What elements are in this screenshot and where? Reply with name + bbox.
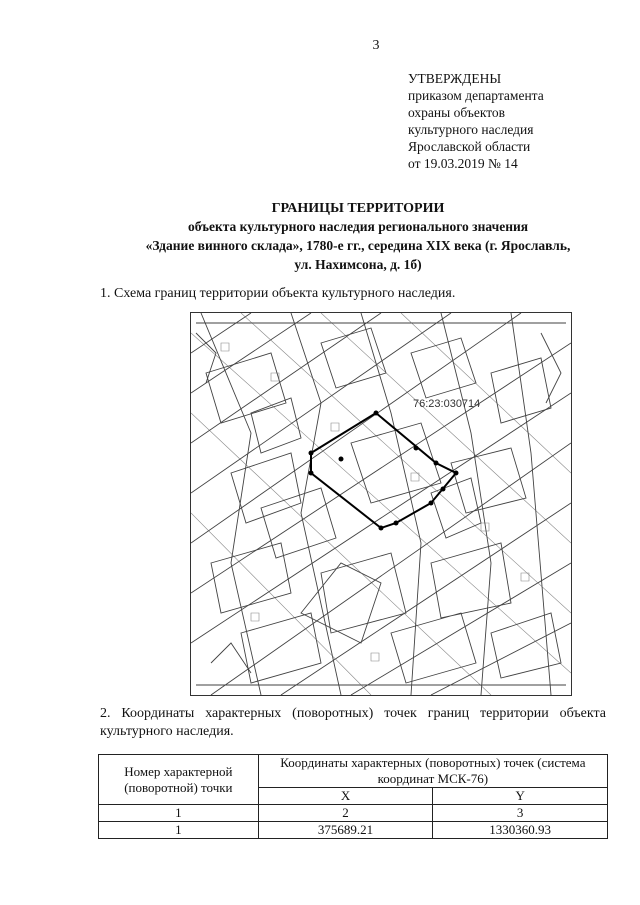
title-main: ГРАНИЦЫ ТЕРРИТОРИИ xyxy=(271,201,445,216)
header-x: X xyxy=(258,788,433,805)
table-cell: 2 xyxy=(258,805,433,822)
section-2-heading: 2. Координаты характерных (поворотных) точек границ территории объекта культурного наследия. xyxy=(100,706,606,739)
table-cell: 3 xyxy=(433,805,608,822)
cadastral-map-drawing xyxy=(191,313,571,695)
header-point-number: Номер характерной (поворотной) точки xyxy=(99,755,259,805)
approval-stamp xyxy=(408,70,544,172)
coordinates-table xyxy=(98,754,608,839)
header-coordinates: Координаты характерных (поворотных) точек (система координат МСК-76) xyxy=(258,755,607,788)
table-cell: 375689.21 xyxy=(258,822,433,839)
territory-boundary xyxy=(311,413,456,528)
header-y: Y xyxy=(433,788,608,805)
document-title xyxy=(60,200,640,274)
boundary-scheme-map xyxy=(190,312,572,696)
table-numbering-row xyxy=(99,805,608,822)
approval-line: охраны объектов xyxy=(408,105,506,120)
cadastral-label: 76:23:030714 xyxy=(413,398,481,410)
title-sub-line: объекта культурного наследия регионального значения xyxy=(187,219,529,234)
table-cell: 1 xyxy=(99,822,259,839)
table-row xyxy=(99,822,608,839)
section-1-heading: 1. Схема границ территории объекта культурного наследия. xyxy=(100,286,456,301)
title-sub-line: «Здание винного склада», 1780-е гг., середина XIX века (г. Ярославль, xyxy=(145,238,571,253)
approval-line: от 19.03.2019 № 14 xyxy=(408,156,518,171)
table-header-row xyxy=(99,755,608,788)
table-cell: 1 xyxy=(99,805,259,822)
table-cell: 1330360.93 xyxy=(433,822,608,839)
approval-line: Ярославской области xyxy=(408,139,531,154)
approval-line: приказом департамента xyxy=(408,88,544,103)
page-number: 3 xyxy=(372,38,380,53)
approval-line: культурного наследия xyxy=(408,122,534,137)
approval-line: УТВЕРЖДЕНЫ xyxy=(408,71,502,86)
title-sub-line: ул. Нахимсона, д. 1б) xyxy=(294,257,422,272)
